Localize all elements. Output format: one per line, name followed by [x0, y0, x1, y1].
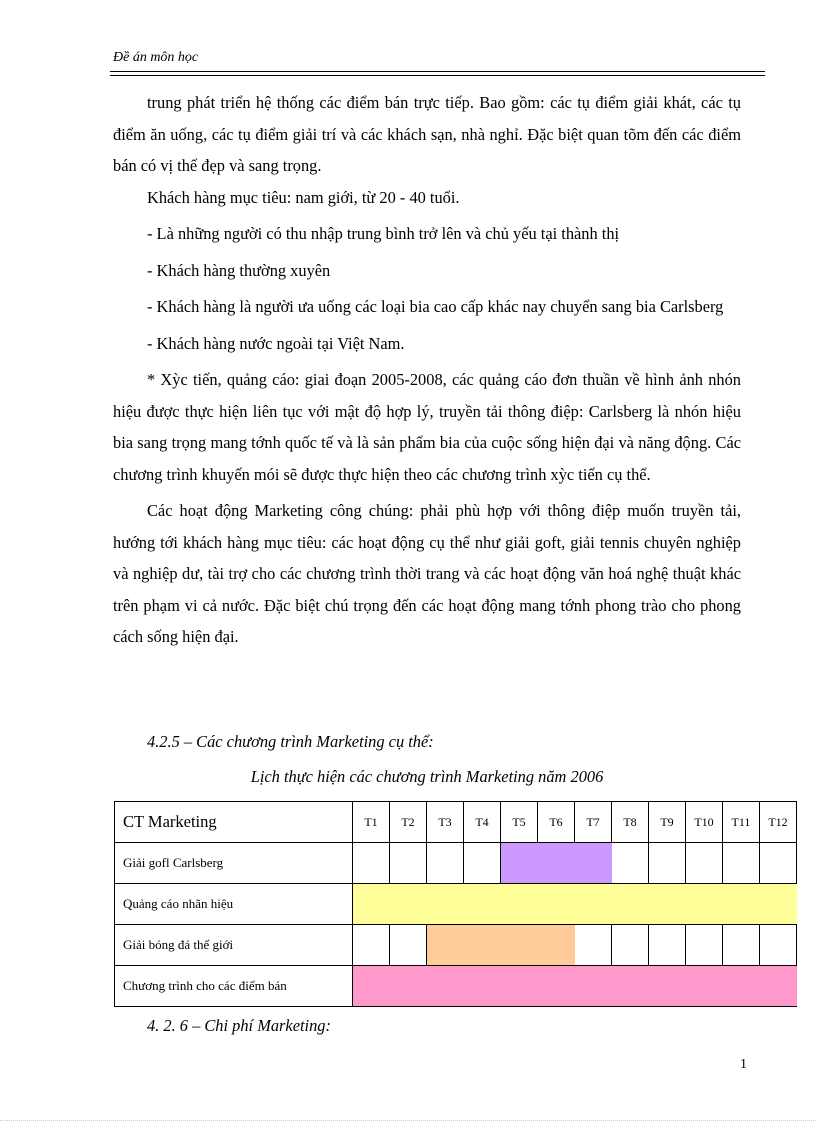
row-label: Quảng cáo nhãn hiệu [115, 884, 353, 925]
month-cell [723, 966, 760, 1007]
month-cell [649, 966, 686, 1007]
month-cell [538, 966, 575, 1007]
month-cell [501, 843, 538, 884]
month-cell [538, 925, 575, 966]
month-cell [686, 925, 723, 966]
month-cell [353, 925, 390, 966]
month-cell [390, 925, 427, 966]
month-cell [538, 843, 575, 884]
month-cell [427, 966, 464, 1007]
table-header-row [115, 802, 797, 843]
paragraph: * Xỳc tiến, quảng cáo: giai đoạn 2005-2008, các quảng cáo đơn thuần về hình ảnh nhón hiệu được thực hiện liên tục với mật độ hợp lý, truyền tải thông điệp: Carlsberg là nhón hiệu bia sang trọng mang tớnh quốc tế và là sản phẩm bia của cuộc sống hiện đại và năng động. Các chương trình khuyến mói sẽ được thực hiện theo các chương trình xỳc tiến cụ thể. [113, 370, 741, 484]
month-header-cell: T3 [427, 802, 464, 843]
body-text [113, 87, 741, 658]
paragraph: trung phát triển hệ thống các điểm bán trực tiếp. Bao gồm: các tụ điểm giải khát, các tụ điểm ăn uống, các tụ điểm giải trí và các khách sạn, nhà nghỉ. Đặc biệt quan tõm đến các điểm bán có vị thế đẹp và sang trọng. [113, 93, 741, 175]
month-header-cell: T1 [353, 802, 390, 843]
month-cell [649, 884, 686, 925]
page-bottom-divider [0, 1120, 816, 1121]
month-cell [390, 966, 427, 1007]
month-cell [612, 884, 649, 925]
month-cell [464, 843, 501, 884]
paragraph: - Là những người có thu nhập trung bình trở lên và chủ yếu tại thành thị [147, 224, 620, 243]
table-row-golf [115, 843, 797, 884]
paragraph: Các hoạt động Marketing công chúng: phải phù hợp với thông điệp muốn truyền tải, hướng tới khách hàng mục tiêu: các hoạt động cụ thể như giải goft, giải tennis chuyên nghiệp và nghiệp dư, tài trợ cho các chương trình thời trang và các hoạt động văn hoá nghệ thuật khác trên phạm vi cả nước. Đặc biệt chú trọng đến các hoạt động mang tớnh phong trào cho phong cách sống hiện đại. [113, 501, 741, 646]
table-row-point-of-sale-program [115, 966, 797, 1007]
month-cell [686, 884, 723, 925]
month-cell [612, 966, 649, 1007]
month-cell [575, 884, 612, 925]
row-label: Giải gofl Carlsberg [115, 843, 353, 884]
month-cell [575, 966, 612, 1007]
month-cell [649, 843, 686, 884]
month-cell [649, 925, 686, 966]
month-cell [353, 843, 390, 884]
month-header-cell: T4 [464, 802, 501, 843]
marketing-schedule-table [114, 801, 797, 1007]
month-header-cell: T11 [723, 802, 760, 843]
month-header-cell: T9 [649, 802, 686, 843]
month-cell [760, 925, 797, 966]
month-cell [390, 884, 427, 925]
header-rule-bottom [110, 75, 765, 76]
month-cell [723, 843, 760, 884]
month-cell [760, 843, 797, 884]
month-header-cell: T6 [538, 802, 575, 843]
section-heading-4-2-6: 4. 2. 6 – Chi phí Marketing: [147, 1016, 331, 1035]
month-cell [427, 925, 464, 966]
section-heading-4-2-5: 4.2.5 – Các chương trình Marketing cụ thể: [147, 732, 434, 751]
month-cell [390, 843, 427, 884]
month-cell [760, 884, 797, 925]
month-header-cell: T5 [501, 802, 538, 843]
paragraph: - Khách hàng nước ngoài tại Việt Nam. [147, 333, 405, 353]
page-number: 1 [740, 1057, 747, 1072]
month-cell [575, 925, 612, 966]
month-cell [464, 884, 501, 925]
month-header-cell: T2 [390, 802, 427, 843]
table-row-brand-ads [115, 884, 797, 925]
month-cell [760, 966, 797, 1007]
month-cell [353, 884, 390, 925]
header-rule-top [110, 71, 765, 72]
month-cell [575, 843, 612, 884]
paragraph: Khách hàng mục tiêu: nam giới, từ 20 - 40 tuổi. [147, 187, 460, 207]
month-cell [464, 925, 501, 966]
paragraph: - Khách hàng thường xuyên [147, 260, 331, 280]
row-label: Giải bóng đá thế giới [115, 925, 353, 966]
month-cell [353, 966, 390, 1007]
month-cell [612, 843, 649, 884]
month-cell [612, 925, 649, 966]
month-cell [501, 966, 538, 1007]
document-header-title: Đề án môn học [113, 50, 199, 65]
month-cell [686, 843, 723, 884]
month-cell [501, 925, 538, 966]
header-cell-ct-marketing: CT Marketing [115, 802, 353, 843]
month-header-cell: T8 [612, 802, 649, 843]
month-cell [427, 843, 464, 884]
month-header-cell: T10 [686, 802, 723, 843]
paragraph: - Khách hàng là người ưa uống các loại bia cao cấp khác nay chuyển sang bia Carlsberg [147, 297, 724, 316]
month-cell [501, 884, 538, 925]
month-header-cell: T12 [760, 802, 797, 843]
table-row-world-football [115, 925, 797, 966]
month-header-cell: T7 [575, 802, 612, 843]
month-cell [723, 884, 760, 925]
month-cell [723, 925, 760, 966]
month-cell [427, 884, 464, 925]
table-caption: Lịch thực hiện các chương trình Marketing năm 2006 [250, 767, 604, 786]
month-cell [464, 966, 501, 1007]
row-label: Chương trình cho các điểm bán [115, 966, 353, 1007]
month-cell [686, 966, 723, 1007]
month-cell [538, 884, 575, 925]
